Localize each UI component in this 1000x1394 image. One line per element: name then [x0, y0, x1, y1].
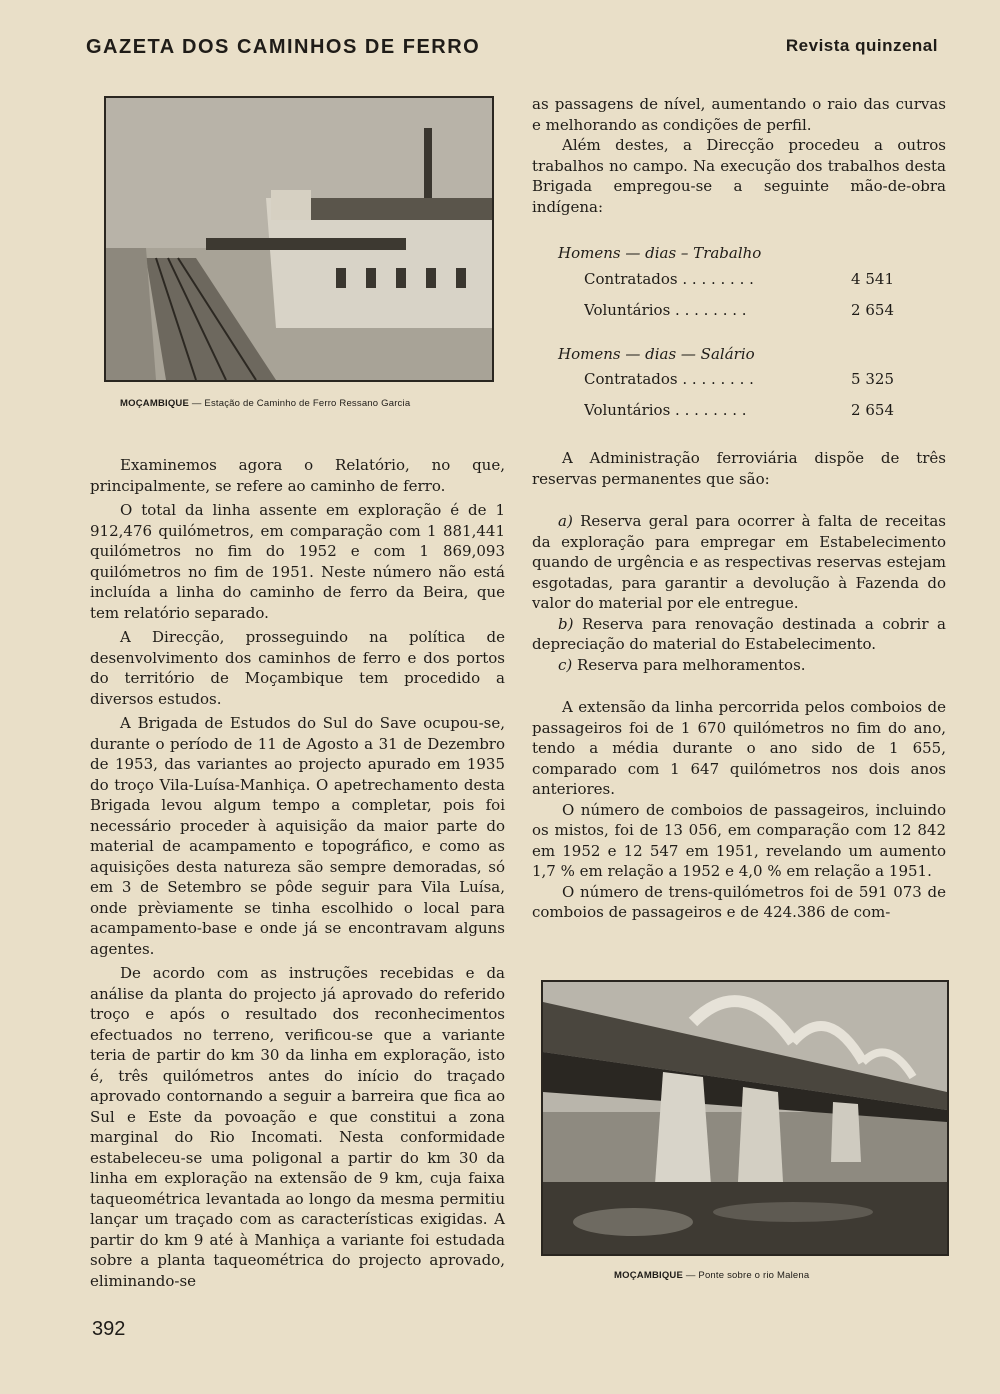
row-value: 2 654 [851, 401, 894, 420]
item-text: Reserva geral para ocorrer à falta de receitas da exploração para empregar em Estabelecimento quando de urgência e as respectivas reservas estejam esgotadas, para garantir a devolução à Fazenda do valor do material por ele entregue. [532, 512, 946, 612]
right-column [532, 94, 946, 923]
table-row [532, 295, 946, 326]
journal-subtitle: Revista quinzenal [785, 36, 938, 55]
table-row [532, 395, 946, 426]
table-row [532, 264, 946, 295]
caption-text: — Ponte sobre o rio Malena [683, 1270, 810, 1281]
table-heading: Homens — dias — Salário [558, 344, 755, 363]
row-value: 4 541 [851, 269, 894, 288]
paragraph: De acordo com as instruções recebidas e da análise da planta do projecto já aprovado do referido troço e após o resultado dos reconhecimentos efectuados no terreno, verificou-se que a variante teria de partir do km 30 da linha em exploração, isto é, três quilómetros antes do início do traçado aprovado contornando a seguir a barreira que fica ao Sul e Este da povoação e que constitui a zona marginal do Rio Incomati. Nesta conformidade estabeleceu-se uma poligonal a partir do km 30 da linha em exploração na extensão de 9 km, cuja faixa taqueométrica levantada ao longo da mesma permitiu lançar um traçado com as características exigidas. A partir do km 9 até à Manhiça a variante foi estudada sobre a planta taqueométrica do projecto aprovado, eliminando-se [90, 964, 505, 1290]
caption-text: — Estação de Caminho de Ferro Ressano Garcia [189, 398, 411, 409]
row-label: Contratados . . . . . . . . [584, 370, 754, 389]
station-photo-caption [120, 398, 410, 409]
item-marker: c) [558, 655, 573, 674]
bridge-photo-caption [614, 1270, 809, 1281]
item-marker: b) [558, 614, 574, 633]
list-item [532, 511, 946, 614]
item-marker: a) [558, 512, 573, 530]
row-label: Voluntários . . . . . . . . [584, 300, 747, 319]
row-value: 5 325 [851, 370, 894, 389]
paragraph: A Brigada de Estudos do Sul do Save ocupou-se, durante o período de 11 de Agosto a 31 de Dezembro de 1953, das variantes ao projecto apurado em 1935 do troço Vila-Luísa-Manhiça. O apetrechamento desta Brigada levou algum tempo a completar, pois foi necessário proceder à aquisição da maior parte do material de acampamento e topográfico, e como as aquisições desta natureza são sempre demoradas, só em 3 de Setembro se pôde seguir para Vila Luísa, onde prèviamente se tinha escolhido o local para acampamento-base e onde já se encontravam alguns agentes. [90, 714, 505, 958]
paragraph: O número de comboios de passageiros, incluindo os mistos, foi de 13 056, em comparação com 12 842 em 1952 e 12 547 em 1951, revelando um aumento 1,7 % em relação a 1952 e 4,0 % em relação a 1951. [532, 800, 946, 880]
list-item [532, 614, 946, 655]
left-column [90, 455, 505, 1291]
bridge-photo [541, 980, 949, 1256]
table-heading: Homens — dias – Trabalho [558, 244, 762, 262]
paragraph: O total da linha assente em exploração é de 1 912,476 quilómetros, em comparação com 1 881,441 quilómetros no fim do 1952 e com 1 869,093 quilómetros no fim de 1951. Neste número não está incluída a linha do caminho de ferro da Beira, que tem relatório separado. [90, 501, 505, 622]
row-label: Contratados . . . . . . . . [584, 269, 754, 288]
row-value: 2 654 [851, 300, 894, 319]
paragraph: A Administração ferroviária dispõe de três reservas permanentes que são: [532, 449, 946, 488]
station-photo [104, 96, 494, 382]
row-label: Voluntários . . . . . . . . [584, 401, 747, 420]
page-number: 392 [92, 1318, 126, 1340]
list-item [532, 655, 946, 676]
caption-place: MOÇAMBIQUE [120, 398, 190, 409]
table-row [532, 364, 946, 395]
paragraph: A Direcção, prosseguindo na política de desenvolvimento dos caminhos de ferro e dos portos do território de Moçambique tem procedido a diversos estudos. [90, 628, 505, 708]
caption-place: MOÇAMBIQUE [614, 1270, 684, 1281]
journal-title: GAZETA DOS CAMINHOS DE FERRO [86, 36, 481, 58]
paragraph: O número de trens-quilómetros foi de 591 073 de comboios de passageiros e de 424.386 de com- [532, 882, 946, 921]
paragraph: A extensão da linha percorrida pelos comboios de passageiros foi de 1 670 quilómetros no fim do ano, tendo a média durante o ano sido de 1 655, comparado com 1 647 quilómetros nos dois anos anteriores. [532, 698, 946, 798]
item-text: Reserva para melhoramentos. [572, 655, 806, 674]
paragraph: Examinemos agora o Relatório, no que, principalmente, se refere ao caminho de ferro. [90, 456, 505, 495]
paragraph: as passagens de nível, aumentando o raio das curvas e melhorando as condições de perfil. [532, 95, 946, 134]
item-text: Reserva para renovação destinada a cobrir a depreciação do material do Estabelecimento. [532, 614, 946, 653]
paragraph: Além destes, a Direcção procedeu a outros trabalhos no campo. Na execução dos trabalhos desta Brigada empregou-se a seguinte mão-de-obra indígena: [532, 136, 946, 216]
